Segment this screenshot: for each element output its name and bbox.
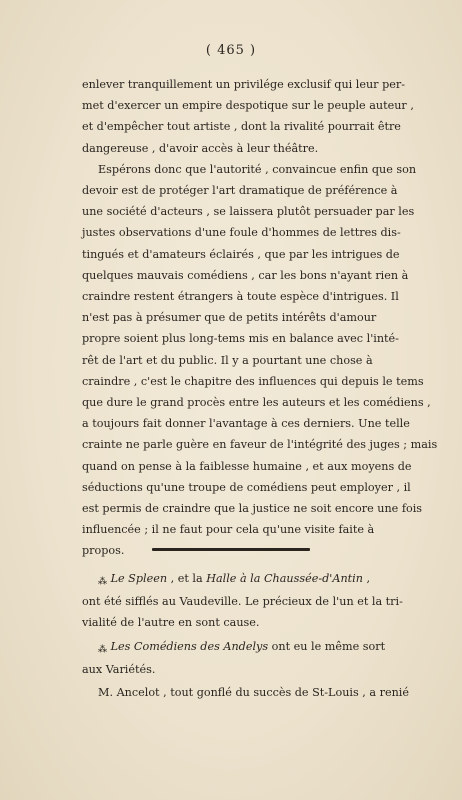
text-line: quand on pense à la faiblesse humaine , et aux moyens de (82, 459, 412, 473)
note-3 (82, 682, 409, 703)
text-line: a toujours fait donner l'avantage à ces derniers. Une telle (82, 417, 410, 431)
main-text (82, 74, 438, 562)
text-line: séductions qu'une troupe de comédiens peut employer , il (82, 480, 411, 494)
text-line: met d'exercer un empire despotique sur le peuple auteur , (82, 99, 414, 113)
text-line: devoir est de protéger l'art dramatique de préférence à (82, 184, 398, 198)
text-line: est permis de craindre que la justice ne soit encore une fois (82, 502, 423, 516)
paragraph-2 (82, 159, 438, 562)
play-title: Les Comédiens des Andelys (110, 639, 269, 653)
text-line: craindre restent étrangers à toute espèce d'intrigues. Il (82, 290, 399, 304)
asterism-icon: ⁂ (98, 577, 107, 587)
text-line: quelques mauvais comédiens , car les bons n'ayant rien à (82, 268, 409, 282)
note-line: vialité de l'autre en sont cause. (82, 616, 260, 630)
text-line: une société d'acteurs , se laissera plutôt persuader par les (82, 205, 415, 219)
text-line: et d'empêcher tout artiste , dont la rivalité pourrait être (82, 120, 401, 134)
note-line: M. Ancelot , tout gonflé du succès de St-Louis , a renié (98, 686, 409, 700)
text-line: tingués et d'amateurs éclairés , que par les intrigues de (82, 247, 400, 261)
paragraph-1 (82, 74, 414, 159)
note-text: ont eu le même sort (268, 639, 386, 653)
text-line: n'est pas à présumer que de petits intérêts d'amour (82, 311, 377, 325)
notes-section (82, 568, 409, 703)
note-line (82, 636, 400, 659)
text-line: rêt de l'art et du public. Il y a pourtant une chose à (82, 353, 373, 367)
play-title: Le Spleen (110, 572, 168, 585)
text-line: propos. (82, 544, 125, 558)
text-line: justes observations d'une foule d'hommes de lettres dis- (82, 226, 401, 240)
note-line: ont été sifflés au Vaudeville. Le précieux de l'un et la tri- (82, 595, 403, 609)
note-line (82, 568, 400, 591)
note-text: , et la (167, 572, 207, 585)
note-text: , (362, 572, 371, 585)
asterism-icon: ⁂ (98, 644, 107, 655)
note-line: aux Variétés. (82, 662, 156, 676)
page-number: ( 465 ) (205, 43, 257, 58)
text-line: influencée ; il ne faut pour cela qu'une visite faite à (82, 523, 375, 537)
text-line: enlever tranquillement un privilége exclusif qui leur per- (82, 78, 406, 91)
note-2 (82, 636, 400, 680)
text-line: Espérons donc que l'autorité , convaincue enfin que son (98, 162, 417, 176)
text-line: propre soient plus long-tems mis en balance avec l'inté- (82, 332, 399, 346)
text-line: que dure le grand procès entre les auteurs et les comédiens , (82, 396, 431, 410)
text-line: crainte ne parle guère en faveur de l'intégrité des juges ; mais (82, 438, 438, 452)
play-title: Halle à la Chaussée-d'Antin (206, 572, 363, 585)
note-1 (82, 568, 403, 634)
section-divider (152, 548, 310, 551)
text-line: dangereuse , d'avoir accès à leur théâtre. (82, 141, 319, 155)
text-line: craindre , c'est le chapitre des influences qui depuis le tems (82, 374, 424, 388)
